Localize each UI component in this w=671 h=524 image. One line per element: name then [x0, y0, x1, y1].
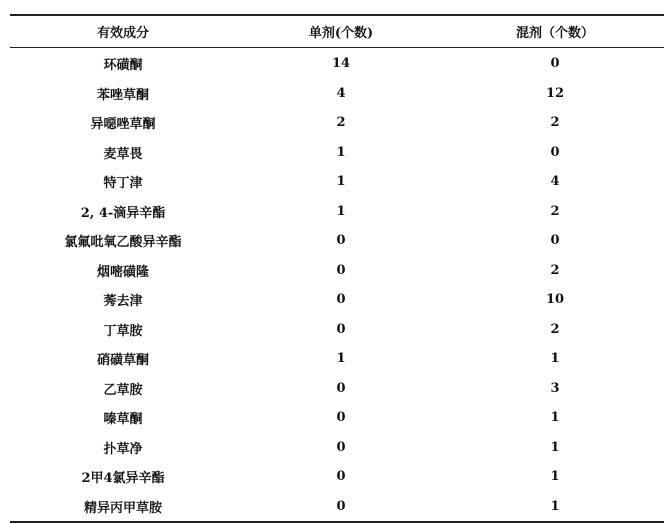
single-count: 14: [331, 56, 351, 72]
mixed-count: 4: [550, 174, 560, 190]
mixed-count: 1: [550, 439, 560, 455]
ingredient-name: 烟嘧磺隆: [96, 264, 149, 280]
mixed-count: 2: [550, 115, 560, 131]
ingredient-name: 乙草胺: [103, 382, 143, 398]
table-row: [10, 138, 664, 168]
table-bottom-rule: [10, 521, 664, 523]
single-count: 0: [336, 380, 346, 396]
single-count: 1: [336, 174, 346, 190]
single-count: 0: [336, 233, 346, 249]
table-row: [10, 197, 664, 227]
single-count: 0: [336, 410, 346, 426]
table-row: [10, 403, 664, 433]
single-count: 0: [336, 439, 346, 455]
single-count: 0: [336, 262, 346, 278]
ingredient-name: 麦草畏: [103, 146, 143, 162]
ingredient-name: 异噁唑草酮: [90, 117, 156, 133]
active-ingredient-table: [10, 14, 664, 523]
table-row: [10, 433, 664, 463]
mixed-count: 1: [550, 351, 560, 367]
header-mixed-count: 混剂（个数）: [515, 26, 594, 41]
single-count: 0: [336, 469, 346, 485]
single-count: 1: [336, 203, 346, 219]
table-body: [10, 48, 664, 521]
table-row: [10, 226, 664, 256]
ingredient-name: 2, 4-滴异辛酯: [80, 205, 166, 221]
mixed-count: 2: [550, 321, 560, 337]
ingredient-name: 2甲4氯异辛酯: [81, 471, 165, 487]
table-row: [10, 315, 664, 345]
single-count: 0: [336, 321, 346, 337]
single-count: 0: [336, 292, 346, 308]
mixed-count: 1: [550, 469, 560, 485]
header-single-count: 单剂(个数): [308, 26, 374, 41]
table-row: [10, 492, 664, 522]
single-count: 1: [336, 351, 346, 367]
mixed-count: 2: [550, 203, 560, 219]
table-row: [10, 49, 664, 79]
table-row: [10, 374, 664, 404]
mixed-count: 2: [550, 262, 560, 278]
ingredient-name: 特丁津: [103, 176, 143, 192]
ingredient-name: 扑草净: [103, 441, 143, 457]
mixed-count: 1: [550, 498, 560, 514]
table-row: [10, 79, 664, 109]
ingredient-name: 环磺酮: [103, 58, 143, 74]
ingredient-name: 精异丙甲草胺: [83, 500, 162, 516]
table-row: [10, 167, 664, 197]
mixed-count: 0: [550, 56, 560, 72]
mixed-count: 3: [550, 380, 560, 396]
ingredient-name: 莠去津: [103, 294, 143, 310]
single-count: 1: [336, 144, 346, 160]
table-row: [10, 344, 664, 374]
table-header-row: [10, 16, 664, 47]
mixed-count: 0: [550, 233, 560, 249]
mixed-count: 1: [550, 410, 560, 426]
single-count: 4: [336, 85, 346, 101]
mixed-count: 10: [545, 292, 565, 308]
ingredient-name: 嗪草酮: [103, 412, 143, 428]
table-row: [10, 108, 664, 138]
ingredient-name: 苯唑草酮: [96, 87, 149, 103]
table-row: [10, 256, 664, 286]
table-row: [10, 462, 664, 492]
mixed-count: 12: [545, 85, 565, 101]
single-count: 2: [336, 115, 346, 131]
mixed-count: 0: [550, 144, 560, 160]
ingredient-name: 丁草胺: [103, 323, 143, 339]
table-row: [10, 285, 664, 315]
single-count: 0: [336, 498, 346, 514]
header-active-ingredient: 有效成分: [96, 26, 149, 41]
ingredient-name: 氯氟吡氧乙酸异辛酯: [64, 235, 182, 251]
ingredient-name: 硝磺草酮: [96, 353, 149, 369]
